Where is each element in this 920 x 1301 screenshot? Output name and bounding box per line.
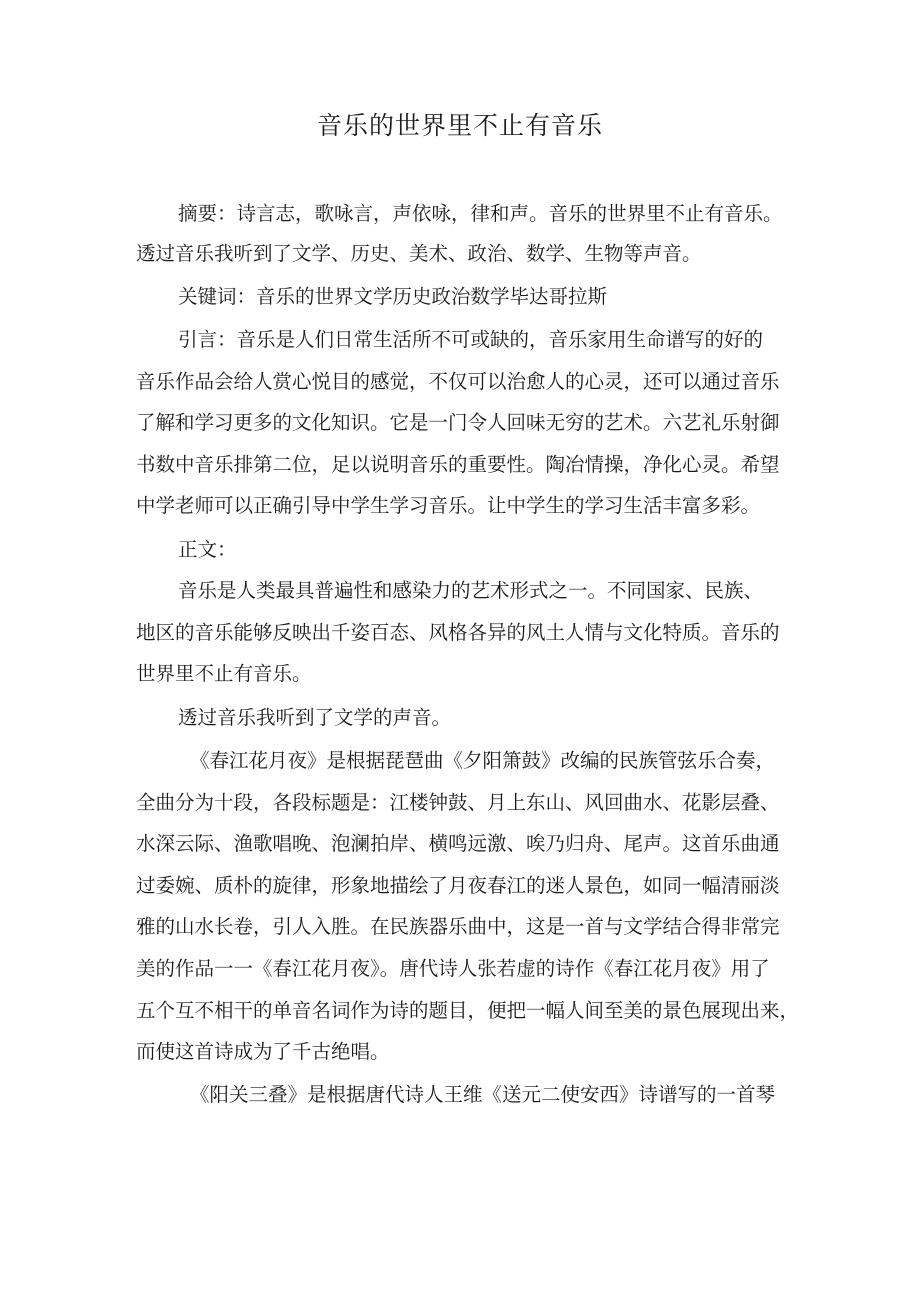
body-line-5: 《春江花月夜》是根据琵琶曲《夕阳箫鼓》改编的民族管弦乐合奏， <box>190 749 776 772</box>
body-line-9: 雅的山水长卷，引人入胜。在民族器乐曲中，这是一首与文学结合得非常完 <box>136 915 780 938</box>
intro-line-3: 了解和学习更多的文化知识。它是一门令人回味无穷的艺术。六艺礼乐射御 <box>136 411 780 434</box>
body-line-10: 美的作品一一《春江花月夜》。唐代诗人张若虚的诗作《春江花月夜》用了 <box>136 957 770 980</box>
body-line-11: 五个互不相干的单音名词作为诗的题目，便把一幅人间至美的景色展现出来， <box>136 999 800 1022</box>
keywords-line: 关键词：音乐的世界文学历史政治数学毕达哥拉斯 <box>178 285 608 308</box>
body-line-12: 而使这首诗成为了千古绝唱。 <box>136 1040 390 1063</box>
body-line-2: 地区的音乐能够反映出千姿百态、风格各异的风土人情与文化特质。音乐的 <box>136 621 780 644</box>
body-line-6: 全曲分为十段，各段标题是：江楼钟鼓、月上东山、风回曲水、花影层叠、 <box>136 791 780 814</box>
intro-line-1: 引言：音乐是人们日常生活所不可或缺的，音乐家用生命谱写的好的 <box>178 328 764 351</box>
abstract-line-2: 透过音乐我听到了文学、历史、美术、政治、数学、生物等声音。 <box>136 242 702 265</box>
body-line-13: 《阳关三叠》是根据唐代诗人王维《送元二使安西》诗谱写的一首琴 <box>190 1083 776 1106</box>
intro-line-4: 书数中音乐排第二位，足以说明音乐的重要性。陶冶情操，净化心灵。希望 <box>136 453 780 476</box>
body-line-3: 世界里不止有音乐。 <box>136 662 312 685</box>
intro-line-5: 中学老师可以正确引导中学生学习音乐。让中学生的学习生活丰富多彩。 <box>136 494 761 517</box>
intro-line-2: 音乐作品会给人赏心悦目的感觉，不仅可以治愈人的心灵，还可以通过音乐 <box>136 370 780 393</box>
body-line-7: 水深云际、渔歌唱晚、泡澜拍岸、横鸣远激、唉乃归舟、尾声。这首乐曲通 <box>136 832 780 855</box>
body-heading: 正文： <box>178 538 237 561</box>
body-line-1: 音乐是人类最具普遍性和感染力的艺术形式之一。不同国家、民族、 <box>178 579 764 602</box>
document-title: 音乐的世界里不止有音乐 <box>316 111 603 140</box>
body-line-8: 过委婉、质朴的旋律，形象地描绘了月夜春江的迷人景色，如同一幅清丽淡 <box>136 874 780 897</box>
body-line-4: 透过音乐我听到了文学的声音。 <box>178 706 452 729</box>
abstract-line-1: 摘要：诗言志，歌咏言，声依咏，律和声。音乐的世界里不止有音乐。 <box>178 202 783 225</box>
